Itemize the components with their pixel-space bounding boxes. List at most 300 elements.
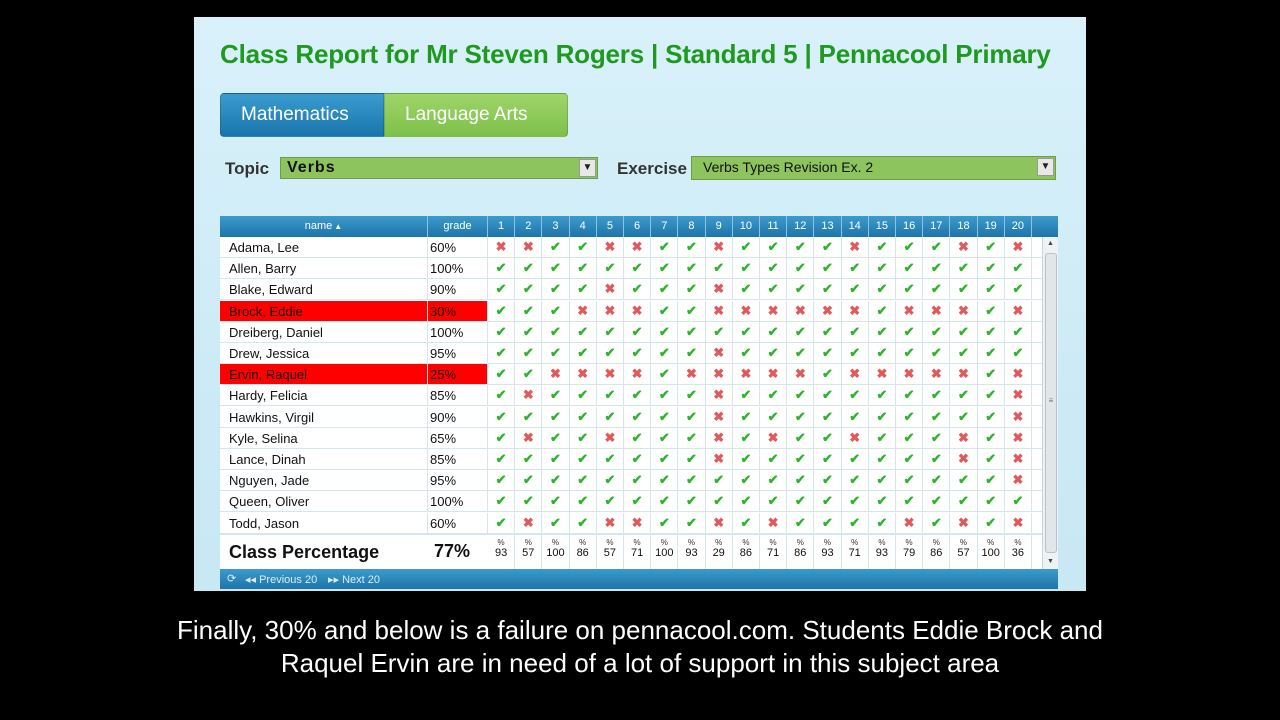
correct-check-icon: ✔ xyxy=(570,385,597,405)
correct-check-icon: ✔ xyxy=(760,279,787,299)
grid-scrollbar[interactable] xyxy=(1042,237,1058,569)
correct-check-icon: ✔ xyxy=(814,385,841,405)
column-percentage xyxy=(678,535,705,569)
grid-body xyxy=(220,237,1058,569)
student-row[interactable] xyxy=(220,428,1042,449)
correct-check-icon: ✔ xyxy=(570,237,597,257)
correct-check-icon: ✔ xyxy=(597,343,624,363)
correct-check-icon: ✔ xyxy=(624,279,651,299)
incorrect-cross-icon: ✖ xyxy=(896,364,923,384)
incorrect-cross-icon: ✖ xyxy=(760,513,787,533)
correct-check-icon: ✔ xyxy=(624,385,651,405)
correct-check-icon: ✔ xyxy=(651,407,678,427)
correct-check-icon: ✔ xyxy=(814,279,841,299)
correct-check-icon: ✔ xyxy=(978,470,1005,490)
student-row[interactable] xyxy=(220,385,1042,406)
percent-symbol: % xyxy=(932,538,940,547)
correct-check-icon: ✔ xyxy=(678,343,705,363)
question-column-header: 13 xyxy=(814,216,841,237)
incorrect-cross-icon: ✖ xyxy=(706,301,733,321)
topic-value: Verbs xyxy=(287,159,336,176)
question-column-header: 5 xyxy=(597,216,624,237)
video-caption: Finally, 30% and below is a failure on pennacool.com. Students Eddie Brock and Raquel Ervin are in need of a lot of support in this subject area xyxy=(177,615,1103,678)
student-grade: 90% xyxy=(428,407,488,427)
incorrect-cross-icon: ✖ xyxy=(842,428,869,448)
correct-check-icon: ✔ xyxy=(488,364,515,384)
correct-check-icon: ✔ xyxy=(678,407,705,427)
correct-check-icon: ✔ xyxy=(706,470,733,490)
correct-check-icon: ✔ xyxy=(923,407,950,427)
correct-check-icon: ✔ xyxy=(733,343,760,363)
correct-check-icon: ✔ xyxy=(542,385,569,405)
correct-check-icon: ✔ xyxy=(978,491,1005,511)
percent-symbol: % xyxy=(823,538,832,547)
question-column-header: 7 xyxy=(651,216,678,237)
correct-check-icon: ✔ xyxy=(488,407,515,427)
percentage-value: 100 xyxy=(655,547,674,559)
column-percentage xyxy=(597,535,624,569)
correct-check-icon: ✔ xyxy=(869,470,896,490)
correct-check-icon: ✔ xyxy=(570,322,597,342)
student-row[interactable] xyxy=(220,343,1042,364)
correct-check-icon: ✔ xyxy=(515,343,542,363)
correct-check-icon: ✔ xyxy=(597,385,624,405)
question-column-header: 19 xyxy=(978,216,1005,237)
correct-check-icon: ✔ xyxy=(787,279,814,299)
correct-check-icon: ✔ xyxy=(842,407,869,427)
results-grid xyxy=(220,216,1058,591)
percentage-value: 93 xyxy=(494,547,508,559)
correct-check-icon: ✔ xyxy=(950,470,977,490)
correct-check-icon: ✔ xyxy=(651,322,678,342)
correct-check-icon: ✔ xyxy=(787,322,814,342)
correct-check-icon: ✔ xyxy=(978,513,1005,533)
correct-check-icon: ✔ xyxy=(950,279,977,299)
student-row[interactable] xyxy=(220,364,1042,385)
incorrect-cross-icon: ✖ xyxy=(950,449,977,469)
percentage-value: 86 xyxy=(794,547,807,559)
student-name: Hawkins, Virgil xyxy=(220,407,428,427)
correct-check-icon: ✔ xyxy=(488,301,515,321)
correct-check-icon: ✔ xyxy=(869,385,896,405)
incorrect-cross-icon: ✖ xyxy=(842,301,869,321)
incorrect-cross-icon: ✖ xyxy=(1005,407,1032,427)
correct-check-icon: ✔ xyxy=(570,491,597,511)
percentage-value: 86 xyxy=(930,547,943,559)
correct-check-icon: ✔ xyxy=(570,407,597,427)
student-row[interactable] xyxy=(220,407,1042,428)
column-percentage xyxy=(950,535,977,569)
percent-symbol: % xyxy=(905,538,913,547)
correct-check-icon: ✔ xyxy=(869,258,896,278)
correct-check-icon: ✔ xyxy=(869,322,896,342)
correct-check-icon: ✔ xyxy=(814,513,841,533)
correct-check-icon: ✔ xyxy=(733,279,760,299)
column-percentage xyxy=(842,535,869,569)
correct-check-icon: ✔ xyxy=(570,513,597,533)
correct-check-icon: ✔ xyxy=(515,470,542,490)
correct-check-icon: ✔ xyxy=(624,470,651,490)
correct-check-icon: ✔ xyxy=(651,470,678,490)
correct-check-icon: ✔ xyxy=(896,258,923,278)
correct-check-icon: ✔ xyxy=(978,407,1005,427)
correct-check-icon: ✔ xyxy=(651,428,678,448)
correct-check-icon: ✔ xyxy=(651,279,678,299)
scroll-down-icon[interactable]: ▼ xyxy=(1047,558,1054,565)
exercise-label: Exercise xyxy=(617,159,687,178)
refresh-icon[interactable]: ⟳ xyxy=(227,573,237,585)
incorrect-cross-icon: ✖ xyxy=(1005,449,1032,469)
correct-check-icon: ✔ xyxy=(733,449,760,469)
student-name: Allen, Barry xyxy=(220,258,428,278)
correct-check-icon: ✔ xyxy=(624,322,651,342)
incorrect-cross-icon: ✖ xyxy=(624,237,651,257)
incorrect-cross-icon: ✖ xyxy=(950,301,977,321)
student-name: Adama, Lee xyxy=(220,237,428,257)
percentage-value: 93 xyxy=(821,547,834,559)
grip-icon: ≡ xyxy=(1048,396,1054,405)
correct-check-icon: ✔ xyxy=(950,407,977,427)
correct-check-icon: ✔ xyxy=(488,470,515,490)
incorrect-cross-icon: ✖ xyxy=(706,343,733,363)
correct-check-icon: ✔ xyxy=(733,322,760,342)
correct-check-icon: ✔ xyxy=(950,343,977,363)
class-percentage-row xyxy=(220,534,1042,569)
question-column-header: 17 xyxy=(923,216,950,237)
correct-check-icon: ✔ xyxy=(542,322,569,342)
incorrect-cross-icon: ✖ xyxy=(515,428,542,448)
column-percentage xyxy=(515,535,542,569)
correct-check-icon: ✔ xyxy=(488,279,515,299)
incorrect-cross-icon: ✖ xyxy=(1005,513,1032,533)
correct-check-icon: ✔ xyxy=(896,407,923,427)
scroll-thumb[interactable] xyxy=(1045,253,1057,553)
student-grade: 30% xyxy=(428,301,488,321)
percentage-value: 86 xyxy=(576,547,589,559)
student-row[interactable] xyxy=(220,491,1042,512)
next-20-link[interactable]: ▸▸ Next 20 xyxy=(328,574,381,586)
correct-check-icon: ✔ xyxy=(515,301,542,321)
correct-check-icon: ✔ xyxy=(542,491,569,511)
student-row[interactable] xyxy=(220,470,1042,491)
correct-check-icon: ✔ xyxy=(869,343,896,363)
correct-check-icon: ✔ xyxy=(488,258,515,278)
name-column-header[interactable] xyxy=(220,216,428,237)
correct-check-icon: ✔ xyxy=(923,449,950,469)
incorrect-cross-icon: ✖ xyxy=(923,301,950,321)
incorrect-cross-icon: ✖ xyxy=(515,385,542,405)
incorrect-cross-icon: ✖ xyxy=(1005,237,1032,257)
column-percentage xyxy=(570,535,597,569)
incorrect-cross-icon: ✖ xyxy=(1005,385,1032,405)
incorrect-cross-icon: ✖ xyxy=(597,428,624,448)
correct-check-icon: ✔ xyxy=(896,449,923,469)
incorrect-cross-icon: ✖ xyxy=(760,364,787,384)
incorrect-cross-icon: ✖ xyxy=(1005,301,1032,321)
correct-check-icon: ✔ xyxy=(678,279,705,299)
incorrect-cross-icon: ✖ xyxy=(950,237,977,257)
percent-symbol: % xyxy=(878,538,886,547)
correct-check-icon: ✔ xyxy=(787,407,814,427)
incorrect-cross-icon: ✖ xyxy=(950,513,977,533)
correct-check-icon: ✔ xyxy=(542,449,569,469)
correct-check-icon: ✔ xyxy=(760,470,787,490)
correct-check-icon: ✔ xyxy=(978,279,1005,299)
correct-check-icon: ✔ xyxy=(542,279,569,299)
incorrect-cross-icon: ✖ xyxy=(597,301,624,321)
correct-check-icon: ✔ xyxy=(624,491,651,511)
question-column-header: 15 xyxy=(869,216,896,237)
incorrect-cross-icon: ✖ xyxy=(842,364,869,384)
correct-check-icon: ✔ xyxy=(733,513,760,533)
student-grade: 65% xyxy=(428,428,488,448)
column-percentage xyxy=(896,535,923,569)
tab-mathematics[interactable]: Mathematics xyxy=(220,93,384,137)
incorrect-cross-icon: ✖ xyxy=(760,301,787,321)
correct-check-icon: ✔ xyxy=(624,407,651,427)
incorrect-cross-icon: ✖ xyxy=(488,237,515,257)
incorrect-cross-icon: ✖ xyxy=(787,301,814,321)
correct-check-icon: ✔ xyxy=(896,322,923,342)
percentage-value: 71 xyxy=(766,547,780,559)
tab-language-arts[interactable]: Language Arts xyxy=(384,93,568,137)
student-row[interactable] xyxy=(220,449,1042,470)
incorrect-cross-icon: ✖ xyxy=(570,364,597,384)
correct-check-icon: ✔ xyxy=(488,343,515,363)
percentage-value: 57 xyxy=(522,547,535,559)
correct-check-icon: ✔ xyxy=(1005,258,1032,278)
student-grade: 60% xyxy=(428,237,488,257)
correct-check-icon: ✔ xyxy=(896,279,923,299)
student-row[interactable] xyxy=(220,279,1042,300)
percent-symbol: % xyxy=(715,538,723,547)
correct-check-icon: ✔ xyxy=(515,407,542,427)
question-column-header: 10 xyxy=(733,216,760,237)
question-column-header: 1 xyxy=(488,216,515,237)
correct-check-icon: ✔ xyxy=(978,385,1005,405)
incorrect-cross-icon: ✖ xyxy=(923,364,950,384)
student-name: Brock, Eddie xyxy=(220,301,428,321)
correct-check-icon: ✔ xyxy=(678,301,705,321)
correct-check-icon: ✔ xyxy=(978,301,1005,321)
student-grade: 100% xyxy=(428,322,488,342)
student-grade: 95% xyxy=(428,343,488,363)
correct-check-icon: ✔ xyxy=(570,449,597,469)
correct-check-icon: ✔ xyxy=(542,237,569,257)
name-header-label: name xyxy=(304,220,333,232)
correct-check-icon: ✔ xyxy=(842,449,869,469)
correct-check-icon: ✔ xyxy=(842,513,869,533)
question-column-header: 9 xyxy=(706,216,733,237)
correct-check-icon: ✔ xyxy=(488,322,515,342)
correct-check-icon: ✔ xyxy=(597,407,624,427)
percent-symbol: % xyxy=(524,538,532,547)
column-percentage xyxy=(542,535,569,569)
student-grade: 100% xyxy=(428,258,488,278)
correct-check-icon: ✔ xyxy=(842,279,869,299)
correct-check-icon: ✔ xyxy=(842,491,869,511)
column-percentage xyxy=(733,535,760,569)
student-grade: 85% xyxy=(428,385,488,405)
correct-check-icon: ✔ xyxy=(488,449,515,469)
correct-check-icon: ✔ xyxy=(733,470,760,490)
topic-dropdown[interactable] xyxy=(280,157,598,179)
correct-check-icon: ✔ xyxy=(869,428,896,448)
correct-check-icon: ✔ xyxy=(624,449,651,469)
exercise-value: Verbs Types Revision Ex. 2 xyxy=(703,159,874,175)
correct-check-icon: ✔ xyxy=(869,491,896,511)
column-percentage xyxy=(706,535,733,569)
column-percentage xyxy=(488,535,515,569)
correct-check-icon: ✔ xyxy=(706,322,733,342)
column-percentage xyxy=(814,535,841,569)
correct-check-icon: ✔ xyxy=(950,258,977,278)
incorrect-cross-icon: ✖ xyxy=(542,364,569,384)
correct-check-icon: ✔ xyxy=(896,428,923,448)
incorrect-cross-icon: ✖ xyxy=(706,407,733,427)
percentage-value: 57 xyxy=(603,547,617,559)
correct-check-icon: ✔ xyxy=(760,491,787,511)
correct-check-icon: ✔ xyxy=(787,470,814,490)
grade-column-header[interactable]: grade xyxy=(428,216,488,237)
correct-check-icon: ✔ xyxy=(787,428,814,448)
correct-check-icon: ✔ xyxy=(896,385,923,405)
correct-check-icon: ✔ xyxy=(1005,343,1032,363)
correct-check-icon: ✔ xyxy=(488,513,515,533)
student-row[interactable] xyxy=(220,237,1042,258)
correct-check-icon: ✔ xyxy=(814,343,841,363)
percentage-value: 71 xyxy=(848,547,861,559)
student-grade: 85% xyxy=(428,449,488,469)
correct-check-icon: ✔ xyxy=(570,279,597,299)
student-name: Drew, Jessica xyxy=(220,343,428,363)
student-name: Ervin, Raquel xyxy=(220,364,428,384)
correct-check-icon: ✔ xyxy=(651,301,678,321)
incorrect-cross-icon: ✖ xyxy=(597,279,624,299)
correct-check-icon: ✔ xyxy=(869,279,896,299)
student-grade: 60% xyxy=(428,513,488,533)
incorrect-cross-icon: ✖ xyxy=(706,385,733,405)
correct-check-icon: ✔ xyxy=(678,513,705,533)
percentage-value: 100 xyxy=(981,547,1000,559)
percentage-value: 100 xyxy=(546,547,565,559)
percent-symbol: % xyxy=(769,538,777,547)
correct-check-icon: ✔ xyxy=(515,279,542,299)
correct-check-icon: ✔ xyxy=(923,470,950,490)
correct-check-icon: ✔ xyxy=(733,237,760,257)
correct-check-icon: ✔ xyxy=(515,258,542,278)
student-row[interactable] xyxy=(220,258,1042,279)
incorrect-cross-icon: ✖ xyxy=(706,513,733,533)
correct-check-icon: ✔ xyxy=(733,258,760,278)
correct-check-icon: ✔ xyxy=(896,237,923,257)
correct-check-icon: ✔ xyxy=(651,491,678,511)
correct-check-icon: ✔ xyxy=(950,491,977,511)
topic-label: Topic xyxy=(225,159,270,178)
correct-check-icon: ✔ xyxy=(488,428,515,448)
percentage-value: 36 xyxy=(1011,547,1025,559)
chevron-down-icon[interactable]: ▼ xyxy=(579,159,596,177)
incorrect-cross-icon: ✖ xyxy=(1005,428,1032,448)
correct-check-icon: ✔ xyxy=(814,428,841,448)
correct-check-icon: ✔ xyxy=(733,491,760,511)
correct-check-icon: ✔ xyxy=(651,449,678,469)
correct-check-icon: ✔ xyxy=(597,470,624,490)
student-row[interactable] xyxy=(220,301,1042,322)
student-row[interactable] xyxy=(220,513,1042,534)
correct-check-icon: ✔ xyxy=(978,364,1005,384)
correct-check-icon: ✔ xyxy=(787,343,814,363)
incorrect-cross-icon: ✖ xyxy=(733,301,760,321)
correct-check-icon: ✔ xyxy=(869,237,896,257)
correct-check-icon: ✔ xyxy=(760,343,787,363)
correct-check-icon: ✔ xyxy=(787,258,814,278)
correct-check-icon: ✔ xyxy=(842,385,869,405)
percent-symbol: % xyxy=(1014,538,1022,547)
incorrect-cross-icon: ✖ xyxy=(814,301,841,321)
incorrect-cross-icon: ✖ xyxy=(570,301,597,321)
percentage-value: 93 xyxy=(875,547,889,559)
percentage-value: 79 xyxy=(902,547,916,559)
correct-check-icon: ✔ xyxy=(760,449,787,469)
question-column-header: 6 xyxy=(624,216,651,237)
correct-check-icon: ✔ xyxy=(896,470,923,490)
correct-check-icon: ✔ xyxy=(760,237,787,257)
chevron-down-icon[interactable]: ▼ xyxy=(1037,158,1054,176)
student-grade: 25% xyxy=(428,364,488,384)
report-title: Class Report for Mr Steven Rogers | Standard 5 | Pennacool Primary xyxy=(220,39,1051,69)
correct-check-icon: ✔ xyxy=(678,449,705,469)
correct-check-icon: ✔ xyxy=(515,322,542,342)
class-percentage-label: Class Percentage xyxy=(229,542,380,562)
incorrect-cross-icon: ✖ xyxy=(733,364,760,384)
previous-20-link[interactable]: ◂◂ Previous 20 xyxy=(245,574,318,586)
column-percentage xyxy=(923,535,950,569)
percent-symbol: % xyxy=(796,538,804,547)
incorrect-cross-icon: ✖ xyxy=(597,364,624,384)
correct-check-icon: ✔ xyxy=(787,237,814,257)
correct-check-icon: ✔ xyxy=(515,491,542,511)
correct-check-icon: ✔ xyxy=(787,491,814,511)
correct-check-icon: ✔ xyxy=(814,322,841,342)
percent-symbol: % xyxy=(687,538,696,547)
correct-check-icon: ✔ xyxy=(814,407,841,427)
student-row[interactable] xyxy=(220,322,1042,343)
grid-pager xyxy=(220,569,1058,589)
question-column-header: 14 xyxy=(842,216,869,237)
percent-symbol: % xyxy=(497,538,505,547)
incorrect-cross-icon: ✖ xyxy=(706,237,733,257)
correct-check-icon: ✔ xyxy=(651,513,678,533)
question-column-header: 18 xyxy=(950,216,977,237)
correct-check-icon: ✔ xyxy=(651,385,678,405)
correct-check-icon: ✔ xyxy=(923,513,950,533)
correct-check-icon: ✔ xyxy=(597,322,624,342)
percent-symbol: % xyxy=(742,538,750,547)
percent-symbol: % xyxy=(959,538,968,547)
scroll-up-icon[interactable]: ▲ xyxy=(1047,240,1054,247)
correct-check-icon: ✔ xyxy=(787,513,814,533)
correct-check-icon: ✔ xyxy=(950,322,977,342)
correct-check-icon: ✔ xyxy=(760,385,787,405)
correct-check-icon: ✔ xyxy=(678,428,705,448)
student-name: Kyle, Selina xyxy=(220,428,428,448)
student-name: Dreiberg, Daniel xyxy=(220,322,428,342)
exercise-dropdown[interactable] xyxy=(691,156,1056,180)
correct-check-icon: ✔ xyxy=(923,322,950,342)
correct-check-icon: ✔ xyxy=(923,343,950,363)
correct-check-icon: ✔ xyxy=(542,428,569,448)
